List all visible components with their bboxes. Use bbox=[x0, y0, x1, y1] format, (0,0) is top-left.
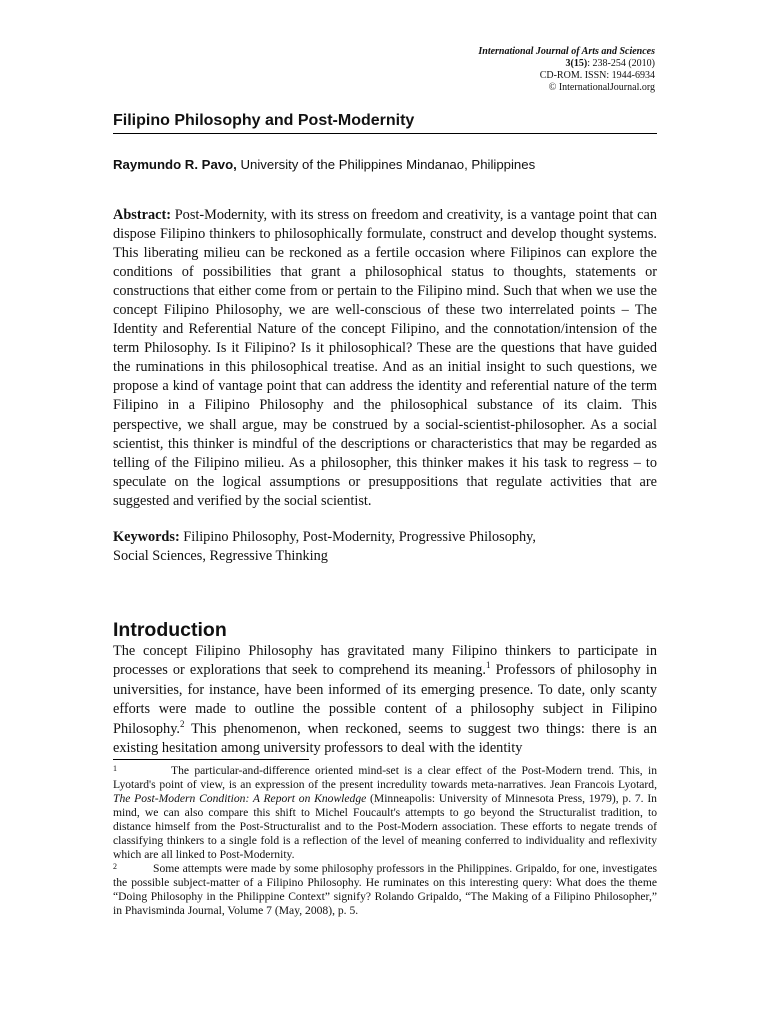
abstract-text: Post-Modernity, with its stress on freedom and creativity, is a vantage point that can dispose Filipino thinkers to philosophically formulate, construct and develop thought systems. This liberating milieu can be reckoned as a fertile occasion where Filipinos can explore the conditions of possibilities that grant a philosophical status to thoughts, statements or constructions that either come from or pertain to the Filipino mind. Such that when we use the concept Filipino Philosophy, we are well-conscious of these two interrelated points – The Identity and Referential Nature of the concept Filipino, and the connotation/intension of the term Philosophy. Is it Filipino? Is it philosophical? These are the questions that have guided the ruminations in this philosophical treatise. And as an initial insight to such questions, we propose a kind of vantage point that can address the identity and referential nature of the term Filipino in a Filipino Philosophy and the philosophical substance of its claim. This perspective, we shall argue, may be construed by a social-scientist-philosopher. As a social scientist, this thinker is mindful of the descriptions or characteristics that may be regarded as telling of the Filipino milieu. As a philosopher, this thinker makes it his task to regress – to speculate on the logical assumptions or presuppositions that regulate activities that are suggested and verified by the social scientist. bbox=[113, 207, 657, 509]
author-affiliation: University of the Philippines Mindanao, Philippines bbox=[236, 157, 536, 172]
keywords-line-2: Social Sciences, Regressive Thinking bbox=[113, 548, 328, 564]
paper-title: Filipino Philosophy and Post-Modernity bbox=[113, 112, 415, 129]
footnote-ref-1[interactable]: 1 bbox=[486, 660, 491, 671]
footnote-2 bbox=[113, 862, 657, 918]
footnote-divider bbox=[113, 759, 309, 760]
journal-header bbox=[478, 46, 655, 94]
intro-text-3: This phenomenon, when reckoned, seems to suggest two things: there is an existing hesitation among university professors to deal with the identity bbox=[113, 720, 657, 757]
copyright: © InternationalJournal.org bbox=[548, 82, 655, 93]
footnote-ref-2[interactable]: 2 bbox=[180, 718, 185, 729]
author-name: Raymundo R. Pavo, bbox=[113, 157, 237, 172]
keywords-line-1: Filipino Philosophy, Post-Modernity, Progressive Philosophy, bbox=[179, 529, 536, 545]
volume-issue: 3(15) bbox=[565, 58, 588, 69]
footnote-1-text-before: The particular-and-difference oriented mind-set is a clear effect of the Post-Modern trend. This, in Lyotard's point of view, is an expression of the present incredulity towards meta-narratives. Jean Francois Lyotard, bbox=[113, 764, 657, 791]
keywords-label: Keywords: bbox=[113, 529, 180, 545]
footnote-number-1: 1 bbox=[113, 764, 117, 773]
pages-year: : 238-254 (2010) bbox=[587, 58, 655, 69]
footnote-2-text: Some attempts were made by some philosophy professors in the Philippines. Gripaldo, for one, investigates the possible subject-matter of a Filipino Philosophy. He ruminates on this interesting query: What does the theme “Doing Philosophy in the Philippine Context” signify? Rolando Gripaldo, “The Making of a Filipino Philosopher,” in Phavisminda Journal, Volume 7 (May, 2008), p. 5. bbox=[113, 862, 657, 917]
title-block bbox=[113, 111, 657, 134]
intro-text-1: The concept Filipino Philosophy has gravitated many Filipino thinkers to participate in processes or explorations that seek to comprehend its meaning. bbox=[113, 643, 657, 679]
footnote-number-2: 2 bbox=[113, 862, 117, 871]
section-heading-introduction: Introduction bbox=[113, 619, 227, 641]
introduction-paragraph bbox=[113, 642, 657, 758]
author-line bbox=[113, 156, 535, 174]
journal-name: International Journal of Arts and Sciences bbox=[478, 46, 655, 57]
footnotes bbox=[113, 764, 657, 918]
issn: CD-ROM. ISSN: 1944-6934 bbox=[539, 70, 655, 81]
intro-text-2: Professors of philosophy in universities, for instance, have been informed of its emerging presence. To date, only scanty efforts were made to outline the possible content of a philosophy subject in Filipino Philosophy. bbox=[113, 662, 657, 737]
footnote-1-book-title: The Post-Modern Condition: A Report on Knowledge bbox=[113, 792, 367, 805]
abstract bbox=[113, 206, 657, 511]
keywords bbox=[113, 528, 657, 566]
journal-volume-line bbox=[478, 58, 655, 70]
abstract-label: Abstract: bbox=[113, 207, 171, 223]
footnote-1-text-after: (Minneapolis: University of Minnesota Press, 1979), p. 7. In mind, we can also compare this shift to Michel Foucault's attempts to go beyond the Structuralist tradition, to distance himself from the Post-Structuralist and to the Post-Modern association. These efforts to negate trends of classifying thinkers to a single fold is a reflection of the level of meaning conferred to individuality and reflexivity which are all linked to Post-Modernity. bbox=[113, 792, 657, 861]
footnote-1 bbox=[113, 764, 657, 862]
